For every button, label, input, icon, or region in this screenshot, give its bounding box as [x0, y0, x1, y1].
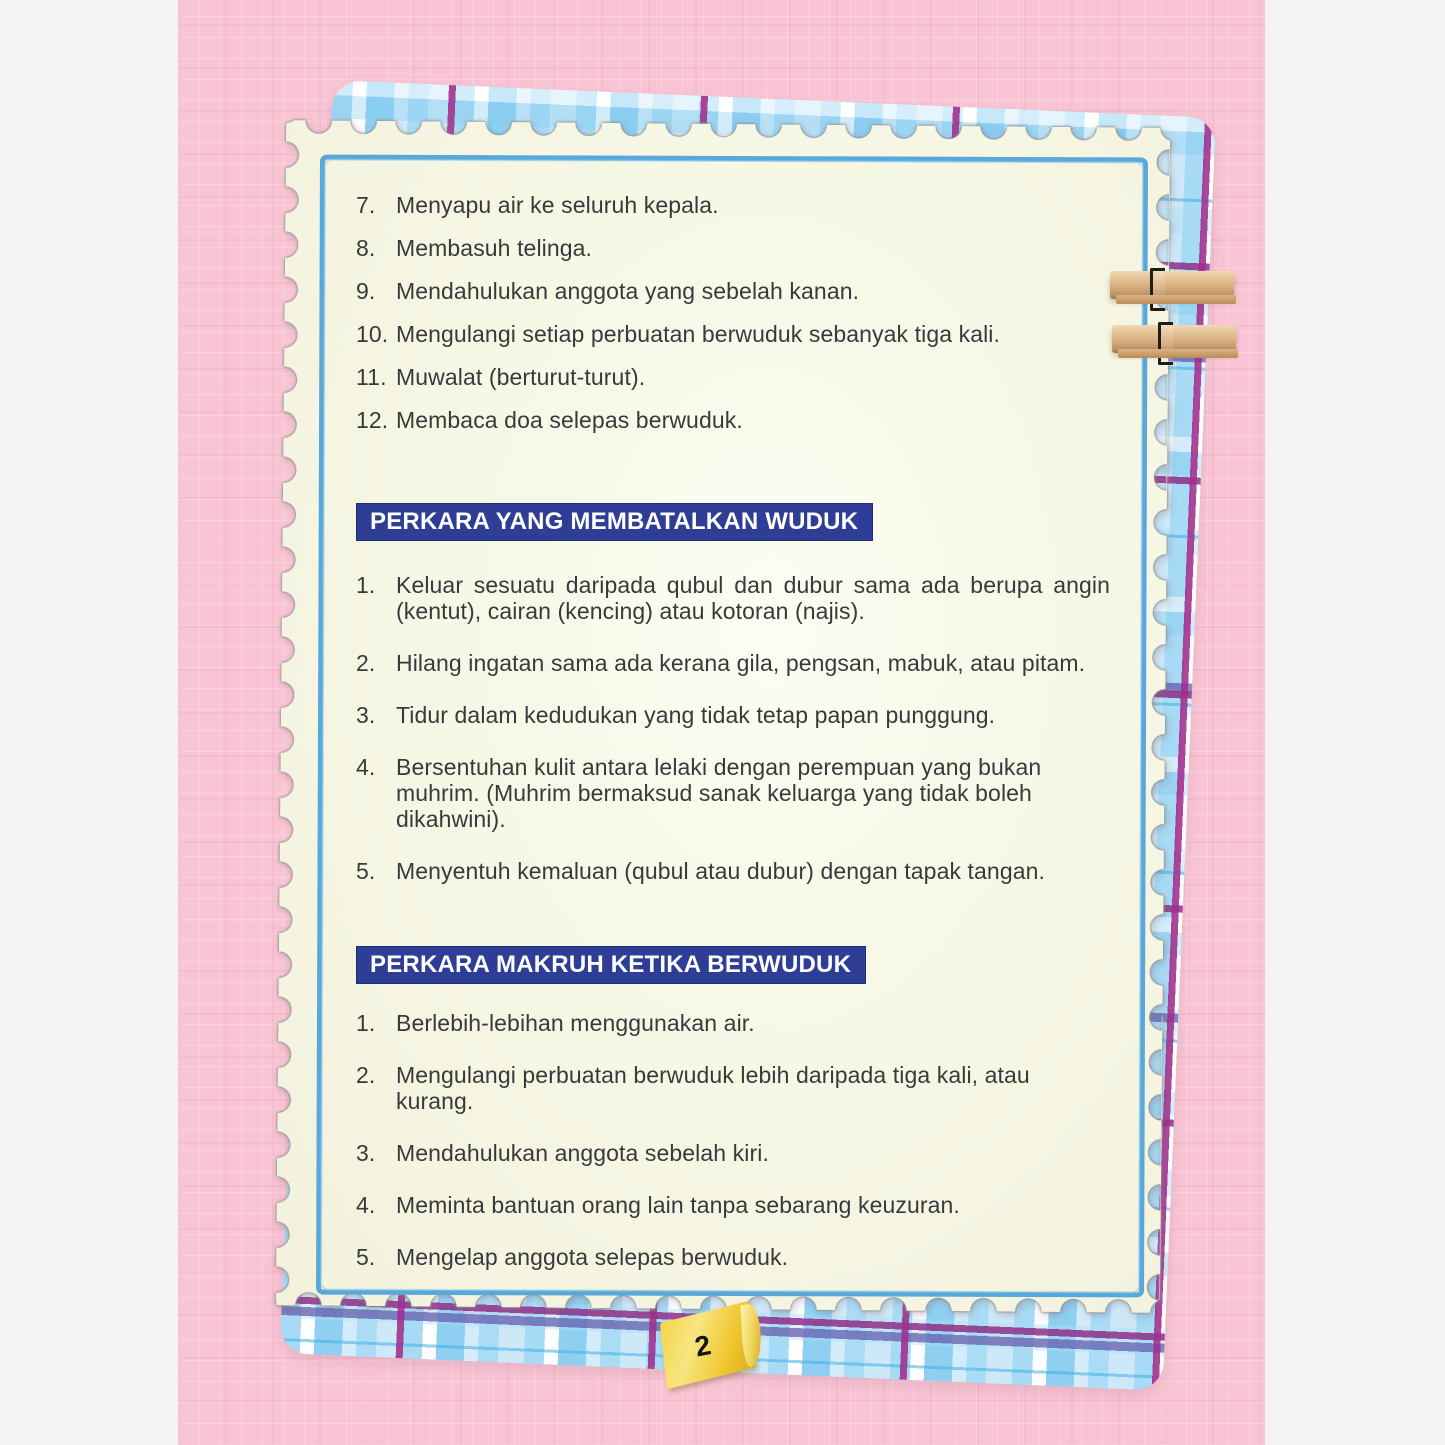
list-item: [356, 1244, 1110, 1270]
list-item: [356, 754, 1110, 832]
page-content: [356, 185, 1110, 1296]
item-text: Tidur dalam kedudukan yang tidak tetap papan punggung.: [396, 702, 996, 728]
item-number: 2.: [356, 1062, 376, 1088]
clothespin: [1110, 271, 1234, 297]
section-title-bar: PERKARA YANG MEMBATALKAN WUDUK: [356, 503, 873, 541]
item-text: Muwalat (berturut-turut).: [396, 364, 646, 390]
list-item: [356, 1140, 1110, 1166]
list-item: [356, 858, 1110, 884]
section-list-membatalkan: [356, 572, 1110, 884]
item-number: 4.: [356, 1192, 376, 1218]
item-text: Mengulangi setiap perbuatan berwuduk sebanyak tiga kali.: [396, 321, 1000, 347]
item-text: Membaca doa selepas berwuduk.: [396, 407, 743, 433]
item-text: Mengelap anggota selepas berwuduk.: [396, 1244, 789, 1270]
list-item: [356, 572, 1110, 624]
item-text: Menyentuh kemaluan (qubul atau dubur) dengan tapak tangan.: [396, 858, 1045, 884]
list-item: [356, 650, 1110, 676]
item-text: Hilang ingatan sama ada kerana gila, pengsan, mabuk, atau pitam.: [396, 650, 1086, 676]
item-number: 7.: [356, 192, 376, 218]
continued-list: [356, 192, 1110, 434]
item-text: Meminta bantuan orang lain tanpa sebarang keuzuran.: [396, 1192, 960, 1218]
list-item: [356, 1062, 1110, 1114]
item-text: Berlebih-lebihan menggunakan air.: [396, 1010, 755, 1036]
item-text: Menyapu air ke seluruh kepala.: [396, 192, 719, 218]
item-number: 12.: [356, 407, 389, 433]
page-number: 2: [692, 1329, 714, 1363]
item-number: 2.: [356, 650, 376, 676]
item-text: Membasuh telinga.: [396, 235, 593, 261]
list-item: [356, 1192, 1110, 1218]
list-item: [356, 235, 1110, 262]
item-number: 1.: [356, 572, 376, 598]
list-item: [356, 702, 1110, 728]
item-number: 1.: [356, 1010, 376, 1036]
clothespin-wire: [1158, 322, 1173, 365]
section-list-makruh: [356, 1010, 1110, 1270]
item-text: Mendahulukan anggota sebelah kiri.: [396, 1140, 769, 1166]
list-item: [356, 278, 1110, 305]
list-item: [356, 407, 1110, 434]
clothespin-wire: [1150, 268, 1165, 311]
item-number: 8.: [356, 235, 376, 261]
item-text: Mendahulukan anggota yang sebelah kanan.: [396, 278, 860, 304]
clothespin: [1112, 325, 1236, 351]
item-text: Bersentuhan kulit antara lelaki dengan perempuan yang bukan muhrim. (Muhrim bermaksud sanak keluarga yang tidak boleh dikahwini).: [396, 754, 1042, 832]
item-number: 10.: [356, 321, 389, 347]
item-number: 9.: [356, 278, 376, 304]
list-item: [356, 321, 1110, 348]
list-item: [356, 192, 1110, 219]
item-text: Keluar sesuatu daripada qubul dan dubur sama ada berupa angin (kentut), cairan (kencing) atau kotoran (najis).: [396, 572, 1110, 624]
item-number: 4.: [356, 754, 376, 780]
item-number: 5.: [356, 1244, 376, 1270]
item-number: 3.: [356, 702, 376, 728]
item-number: 11.: [356, 364, 387, 390]
section-title-bar: PERKARA MAKRUH KETIKA BERWUDUK: [356, 946, 866, 984]
list-item: [356, 364, 1110, 391]
item-number: 3.: [356, 1140, 376, 1166]
item-text: Mengulangi perbuatan berwuduk lebih daripada tiga kali, atau kurang.: [396, 1062, 1030, 1114]
list-item: [356, 1010, 1110, 1036]
item-number: 5.: [356, 858, 376, 884]
